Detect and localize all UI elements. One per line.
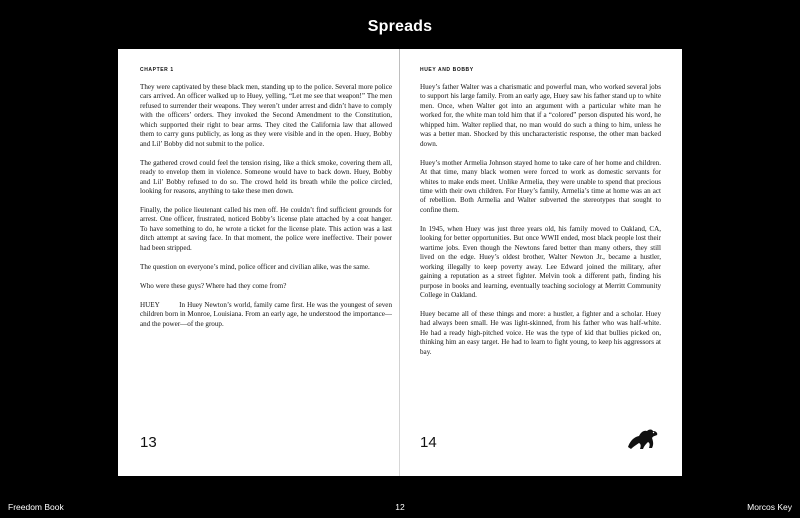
footer-page-number: 12 <box>395 502 405 512</box>
paragraph: They were captivated by these black men, standing up to the police. Several more police cars arrived. An officer walked up to Huey, yelling, “Let me see that weapon!” The men refused to surrender their weapons. They weren’t under arrest and didn’t have to comply with the officers’ orders. They invoked the Second Amendment to the Constitution, which supported their right to bear arms. They cited the California law that allowed them to carry guns publicly, as long as they were visible and in the open. Huey, Bobby and Lil’ Bobby did not submit to the police. <box>140 83 392 148</box>
paragraph: In 1945, when Huey was just three years old, his family moved to Oakland, CA, looking for better opportunities. But once WWII ended, most black people lost their wartime jobs. Even though the Newtons fared better than many others, they still lived on the edge. Huey’s oldest brother, Walter Newton Jr., became a hustler, working illegally to keep poverty away. Lee Edward joined the military, after gaining a reputation as a street fighter. Melvin took a different path, finding his purpose in books and learning, eventually teaching sociology at Merritt Community College in Oakland. <box>420 224 661 300</box>
paragraph: HUEY In Huey Newton’s world, family came first. He was the youngest of seven children born in Monroe, Louisiana. From an early age, he understood the importance—and the power—of the group. <box>140 300 394 328</box>
footer-author: Morcos Key <box>747 502 792 512</box>
paragraph: Finally, the police lieutenant called his men off. He couldn’t find sufficient grounds for arrest. One officer, frustrated, noticed Bobby’s license plate attached by a coat hanger. To have something to do, he wrote a ticket for the license plate. This action was a last ditch attempt at saving face. In that moment, the police were ineffective. Their power had been stripped. <box>140 205 392 252</box>
running-head: HUEY AND BOBBY <box>420 67 474 73</box>
paragraph: The gathered crowd could feel the tension rising, like a thick smoke, covering them all, ready to envelop them in violence. Someone would have to back down. Huey, Bobby and Lil’ Bobby refused to do so. The crowd held its breath while the police circled, looking for reasons, anything to take these men down. <box>140 158 392 196</box>
running-head: CHAPTER 1 <box>140 67 174 73</box>
page-title: Spreads <box>367 18 433 35</box>
paragraph: Huey’s mother Armelia Johnson stayed home to take care of her home and children. At that time, many black women were forced to work as domestic servants for whites to make ends meet. Unlike Armelia, they were unable to spend that precious time with their own children. For Huey’s family, Armelia’s time at home was an act of rebellion. Both Armelia and Walter subverted the stereotypes that sought to confine them. <box>420 158 661 214</box>
paragraph: Huey became all of these things and more: a hustler, a fighter and a scholar. Huey had always been small. He was light-skinned, from his father who was half-white. He had a ready high-pitched voice. He was the type of kid that bullies picked on, thinking him an easy target. He had to learn to fight young, to keep his aggressors at bay. <box>420 310 661 356</box>
panther-icon <box>626 427 660 451</box>
left-page <box>118 49 399 476</box>
right-page <box>400 49 681 476</box>
paragraph: Huey’s father Walter was a charismatic and powerful man, who worked several jobs to support his large family. From an early age, Huey saw his father stand up to white men. Once, when Walter got into an argument with a particular white man he worked for, the white man told him that if a “colored” person disputed his word, he whipped him. Walter replied that, no man would do such a thing to him, unless he was a better man. Shocked by this uncharacteristic response, the other man backed down. <box>420 83 661 148</box>
page-number: 14 <box>420 434 437 451</box>
paragraph: Who were these guys? Where had they come from? <box>140 281 287 290</box>
page-number: 13 <box>140 434 157 451</box>
book-spread <box>118 49 682 476</box>
footer-book-title: Freedom Book <box>8 502 64 512</box>
body-text <box>140 83 392 339</box>
body-text <box>420 83 661 367</box>
paragraph: The question on everyone’s mind, police officer and civilian alike, was the same. <box>140 262 370 271</box>
